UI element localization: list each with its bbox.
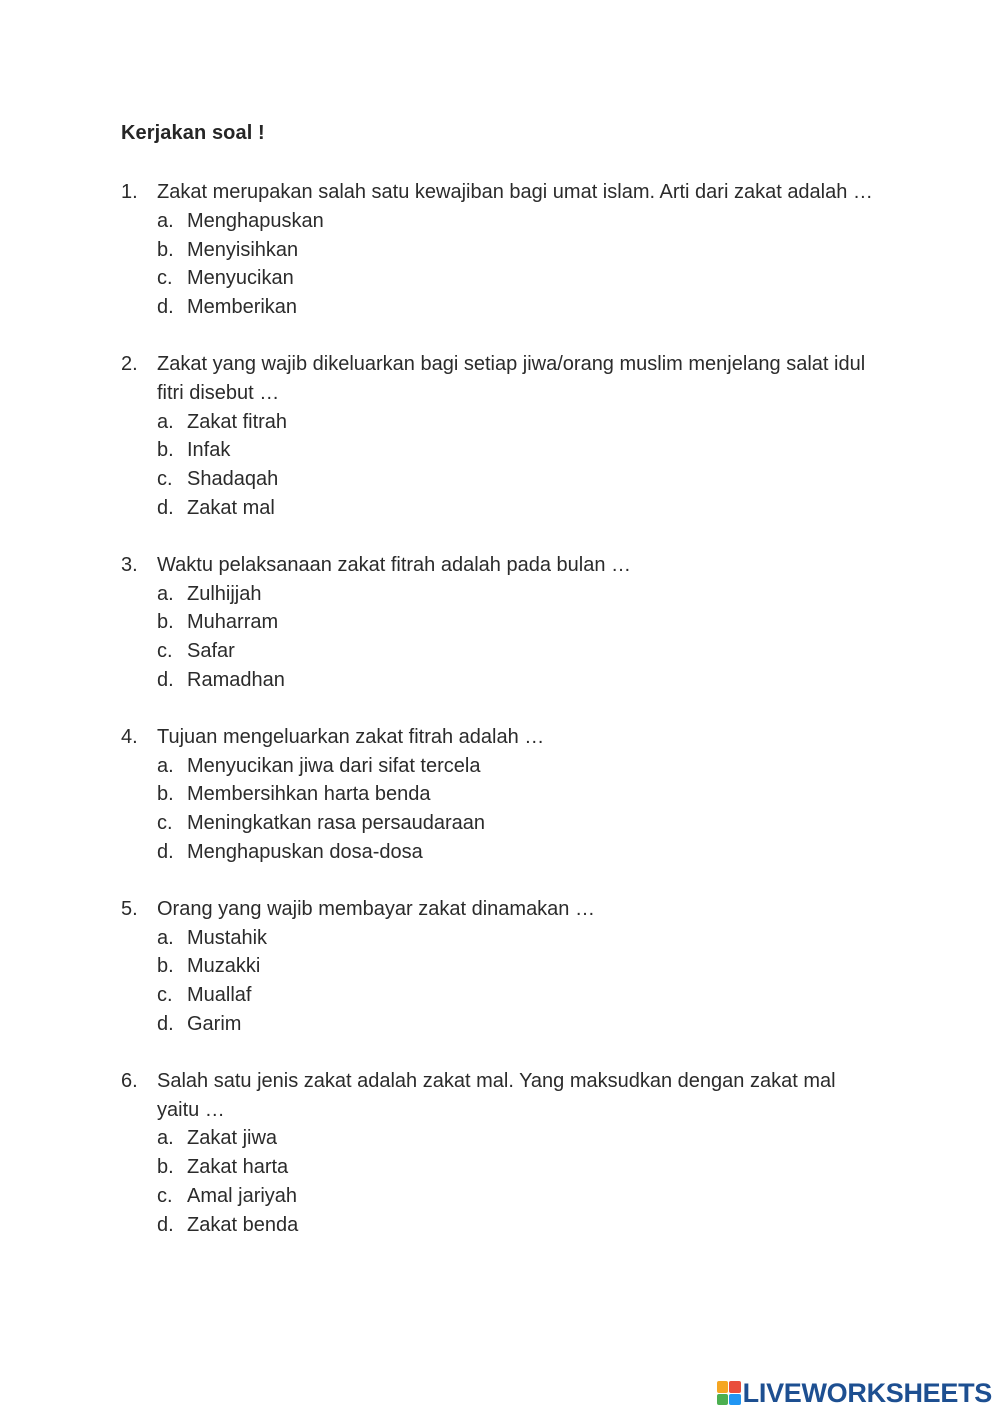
option-text: Mustahik xyxy=(187,926,268,949)
question-3 xyxy=(121,551,881,695)
option-text: Zakat jiwa xyxy=(187,1127,278,1150)
option-list xyxy=(157,1124,881,1239)
option-text: Ramadhan xyxy=(187,668,285,691)
option-d[interactable] xyxy=(157,666,881,695)
option-b[interactable] xyxy=(157,780,881,809)
option-c[interactable] xyxy=(157,465,881,494)
option-letter: c. xyxy=(157,812,173,835)
logo-square-3 xyxy=(717,1394,729,1406)
question-6 xyxy=(121,1067,881,1240)
option-letter: c. xyxy=(157,984,173,1007)
question-4 xyxy=(121,723,881,867)
option-list xyxy=(157,408,881,523)
option-list xyxy=(157,207,881,322)
option-b[interactable] xyxy=(157,952,881,981)
question-text: Salah satu jenis zakat adalah zakat mal. Yang maksudkan dengan zakat mal yaitu … xyxy=(157,1069,836,1121)
option-text: Muallaf xyxy=(187,984,252,1007)
option-c[interactable] xyxy=(157,809,881,838)
option-text: Zakat fitrah xyxy=(187,410,288,433)
option-letter: d. xyxy=(157,840,174,863)
option-text: Membersihkan harta benda xyxy=(187,783,431,806)
option-letter: d. xyxy=(157,1213,174,1236)
option-letter: a. xyxy=(157,209,174,232)
liveworksheets-logo xyxy=(717,1379,992,1407)
option-letter: c. xyxy=(157,468,173,491)
option-b[interactable] xyxy=(157,1153,881,1182)
question-text: Zakat merupakan salah satu kewajiban bagi umat islam. Arti dari zakat adalah … xyxy=(157,181,873,203)
option-a[interactable] xyxy=(157,752,881,781)
question-2 xyxy=(121,350,881,523)
option-letter: d. xyxy=(157,1012,174,1035)
option-letter: d. xyxy=(157,668,174,691)
logo-square-4 xyxy=(729,1394,741,1406)
question-text: Orang yang wajib membayar zakat dinamakan … xyxy=(157,897,595,920)
option-d[interactable] xyxy=(157,494,881,523)
option-b[interactable] xyxy=(157,436,881,465)
question-number: 1. xyxy=(121,181,138,203)
option-letter: b. xyxy=(157,611,174,634)
option-text: Garim xyxy=(187,1012,242,1035)
option-c[interactable] xyxy=(157,637,881,666)
option-d[interactable] xyxy=(157,1010,881,1039)
question-number: 3. xyxy=(121,553,138,576)
option-list xyxy=(157,924,881,1039)
option-d[interactable] xyxy=(157,1211,881,1240)
option-letter: a. xyxy=(157,582,174,605)
option-c[interactable] xyxy=(157,981,881,1010)
question-number: 5. xyxy=(121,897,138,920)
question-text: Waktu pelaksanaan zakat fitrah adalah pada bulan … xyxy=(157,553,632,576)
option-a[interactable] xyxy=(157,580,881,609)
worksheet-heading: Kerjakan soal ! xyxy=(121,122,265,144)
option-list xyxy=(157,580,881,695)
option-a[interactable] xyxy=(157,1124,881,1153)
option-text: Zulhijjah xyxy=(187,582,262,605)
liveworksheets-logo-icon xyxy=(717,1381,741,1405)
option-text: Safar xyxy=(187,640,235,663)
option-a[interactable] xyxy=(157,207,881,236)
logo-text: LIVEWORKSHEETS xyxy=(742,1377,992,1408)
option-text: Menyucikan xyxy=(187,267,294,290)
option-text: Amal jariyah xyxy=(187,1184,298,1207)
option-text: Menyisihkan xyxy=(187,238,299,261)
option-letter: a. xyxy=(157,410,174,433)
option-text: Menghapuskan xyxy=(187,209,324,232)
option-text: Zakat mal xyxy=(187,496,275,519)
question-list xyxy=(121,178,881,1268)
option-b[interactable] xyxy=(157,236,881,265)
logo-square-1 xyxy=(717,1381,729,1393)
option-text: Infak xyxy=(187,439,231,462)
option-letter: b. xyxy=(157,955,174,978)
option-letter: a. xyxy=(157,754,174,777)
option-text: Menyucikan jiwa dari sifat tercela xyxy=(187,754,481,777)
option-letter: d. xyxy=(157,496,174,519)
option-letter: c. xyxy=(157,267,173,290)
option-text: Muzakki xyxy=(187,955,261,978)
option-list xyxy=(157,752,881,867)
option-text: Meningkatkan rasa persaudaraan xyxy=(187,812,485,835)
option-b[interactable] xyxy=(157,608,881,637)
option-letter: b. xyxy=(157,1156,174,1179)
option-a[interactable] xyxy=(157,408,881,437)
question-text: Tujuan mengeluarkan zakat fitrah adalah … xyxy=(157,725,545,748)
option-c[interactable] xyxy=(157,264,881,293)
option-letter: a. xyxy=(157,926,174,949)
question-text: Zakat yang wajib dikeluarkan bagi setiap jiwa/orang muslim menjelang salat idul fitri disebut … xyxy=(157,352,866,404)
option-c[interactable] xyxy=(157,1182,881,1211)
option-text: Memberikan xyxy=(187,296,298,319)
question-number: 6. xyxy=(121,1069,138,1092)
option-text: Zakat benda xyxy=(187,1213,299,1236)
question-5 xyxy=(121,895,881,1039)
option-letter: c. xyxy=(157,1184,173,1207)
question-1 xyxy=(121,178,881,322)
option-letter: d. xyxy=(157,296,174,319)
option-letter: b. xyxy=(157,238,174,261)
question-number: 2. xyxy=(121,352,138,375)
option-text: Menghapuskan dosa-dosa xyxy=(187,840,423,863)
option-letter: c. xyxy=(157,640,173,663)
option-letter: b. xyxy=(157,783,174,806)
option-letter: a. xyxy=(157,1127,174,1150)
option-letter: b. xyxy=(157,439,174,462)
option-text: Zakat harta xyxy=(187,1156,289,1179)
question-number: 4. xyxy=(121,725,138,748)
logo-square-2 xyxy=(729,1381,741,1393)
option-text: Muharram xyxy=(187,611,279,634)
option-text: Shadaqah xyxy=(187,468,279,491)
option-a[interactable] xyxy=(157,924,881,953)
option-d[interactable] xyxy=(157,838,881,867)
option-d[interactable] xyxy=(157,293,881,322)
